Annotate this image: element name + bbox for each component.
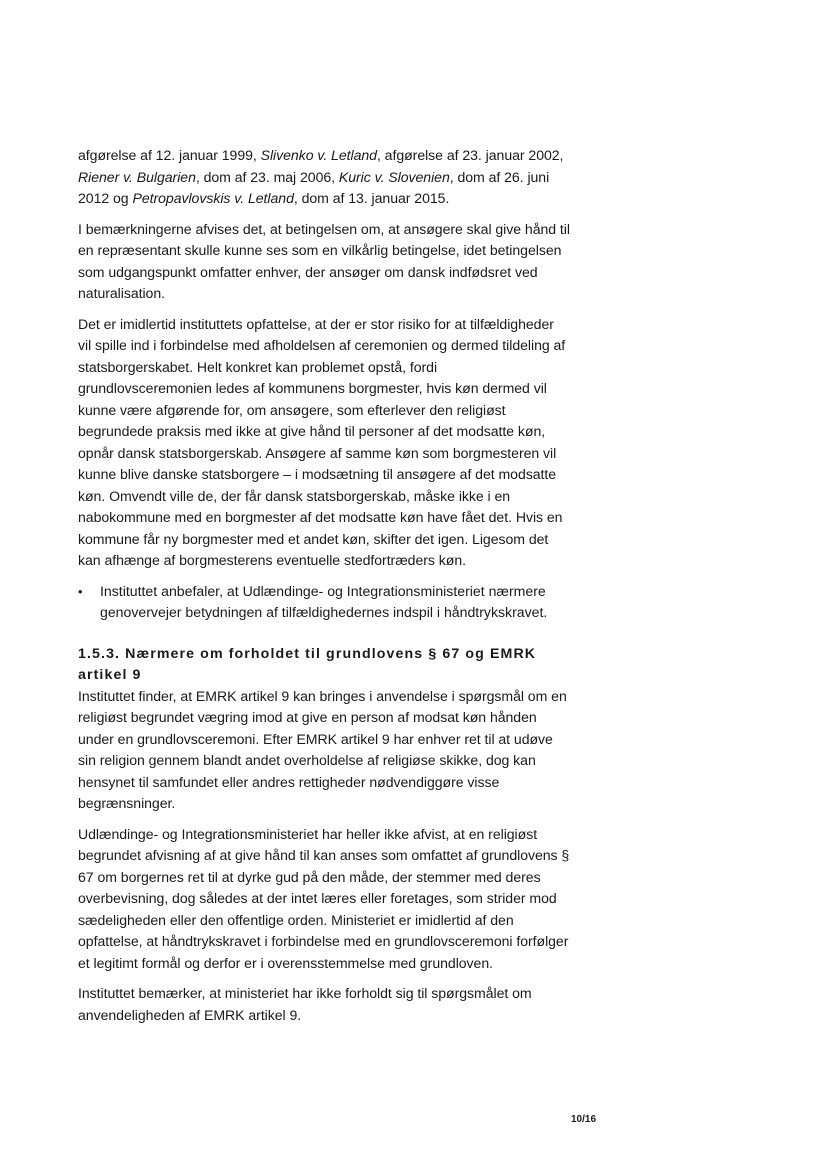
paragraph-ministry: Udlændinge- og Integrationsministeriet har heller ikke afvist, at en religiøst begrundet afvisning af at give hånd til kan anses som omfattet af grundlovens § 67 om borgernes ret til at dyrke gud på den måde, der stemmer med deres overbevisning, dog således at der intet læres eller foretages, som strider mod sædeligheden eller den offentlige orden. Ministeriet er imidlertid af den opfattelse, at håndtrykskravet i forbindelse med en grundlovsceremoni forfølger et legitimt formål og derfor er i overensstemmelse med grundloven. <box>78 825 570 971</box>
paragraph-emrk: Instituttet finder, at EMRK artikel 9 kan bringes i anvendelse i spørgsmål om en religiøst begrundet vægring imod at give en person af modsat køn hånden under en grundlovsceremoni. Efter EMRK artikel 9 har enhver ret til at udøve sin religion gennem blandt andet overholdelse af religiøse skikke, dog kan hensynet til samfundet eller andres rettigheder nødvendiggøre visse begrænsninger. <box>78 687 567 811</box>
recommendation-bullet <box>78 581 570 624</box>
page-number: 10/16 <box>571 1114 597 1125</box>
case-name: Petropavlovskis v. Letland <box>132 190 294 206</box>
text-run: , dom af 23. maj 2006, <box>195 168 339 185</box>
paragraph-conclusion: Instituttet bemærker, at ministeriet har ikke forholdt sig til spørgsmålet om anvendeligheden af EMRK artikel 9. <box>78 985 532 1023</box>
paragraph-remarks: I bemærkningerne afvises det, at betingelsen om, at ansøgere skal give hånd til en repræsentant skulle kunne ses som en vilkårlig betingelse, idet betingelsen som udgangspunkt omfatter enhver, der ansøger om dansk indfødsret ved naturalisation. <box>78 220 570 301</box>
text-run: , afgørelse af 23. januar 2002, <box>376 147 564 163</box>
paragraph-institute-opinion: Det er imidlertid instituttets opfattelse, at der er stor risiko for at tilfældigheder vil spille ind i forbindelse med afholdelsen af ceremonien og dermed tildeling af statsborgerskabet. Helt konkret kan problemet opstå, fordi grundlovsceremonien ledes af kommunens borgmester, hvis køn dermed vil kunne være afgørende for, om ansøgere, som efterlever den religiøst begrundede praksis med ikke at give hånd til personer af det modsatte køn, opnår dansk statsborgerskab. Ansøgere af samme køn som borgmesteren vil kunne blive danske statsborgere – i modsætning til ansøgere af det modsatte køn. Omvendt ville de, der får dansk statsborgerskab, måske ikke i en nabokommune med en borgmester af det modsatte køn have fået det. Hvis en kommune får ny borgmester med et andet køn, skifter det igen. Ligesom det kan afhænge af borgmesterens eventuelle stedfortræders køn. <box>78 315 566 568</box>
page-content <box>78 145 570 1026</box>
text-run: afgørelse af 12. januar 1999, <box>78 147 261 163</box>
text-run: , dom af 26. juni 2012 og <box>78 168 550 206</box>
paragraph-case-references <box>78 145 570 210</box>
recommendation-text: Instituttet anbefaler, at Udlændinge- og Integrationsministeriet nærmere genovervejer betydningen af tilfældighedernes indspil i håndtrykskravet. <box>100 582 548 620</box>
text-run: , dom af 13. januar 2015. <box>293 190 450 206</box>
bullet-icon: • <box>78 583 83 599</box>
section-heading: 1.5.3. Nærmere om forholdet til grundlovens § 67 og EMRK artikel 9 <box>78 645 537 683</box>
case-name: Kuric v. Slovenien <box>338 168 450 185</box>
case-name: Riener v. Bulgarien <box>78 168 196 185</box>
case-name: Slivenko v. Letland <box>260 147 377 163</box>
